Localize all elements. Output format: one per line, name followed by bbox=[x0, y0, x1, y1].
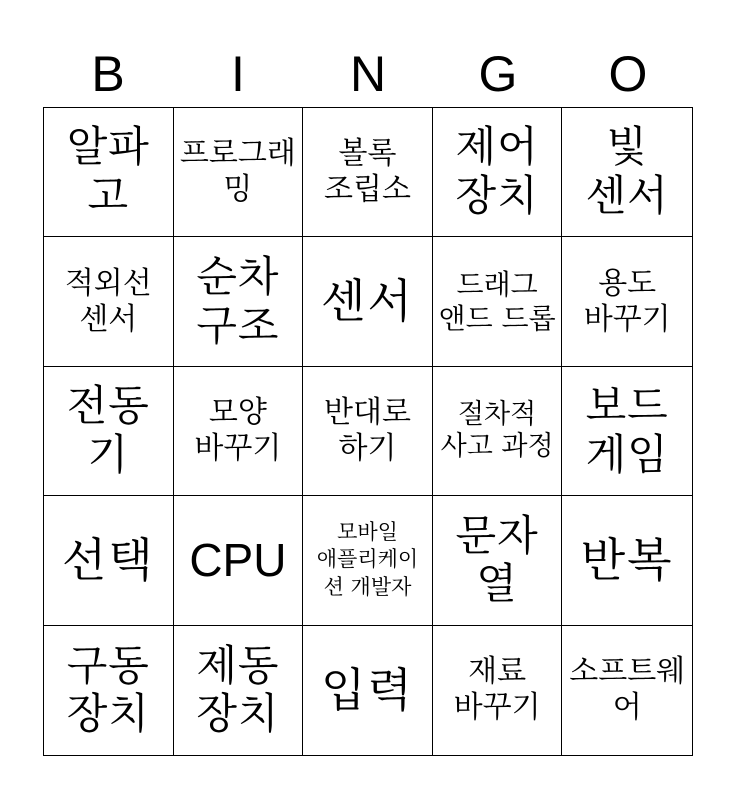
header-letter-o: O bbox=[608, 46, 648, 102]
cell-label: 드래그 앤드 드롭 bbox=[438, 268, 556, 335]
bingo-header bbox=[43, 44, 693, 104]
cell-label: 소프트웨어 bbox=[569, 654, 686, 726]
bingo-cell-r4c5[interactable] bbox=[562, 496, 692, 625]
bingo-cell-r5c4[interactable] bbox=[433, 626, 563, 755]
bingo-board bbox=[43, 107, 693, 756]
bingo-cell-r1c5[interactable] bbox=[562, 108, 692, 237]
cell-label: 반복 bbox=[580, 532, 674, 587]
bingo-cell-r1c3[interactable] bbox=[303, 108, 433, 237]
bingo-cell-r1c1[interactable] bbox=[44, 108, 174, 237]
bingo-cell-r2c5[interactable] bbox=[562, 237, 692, 366]
cell-label: 전동기 bbox=[66, 381, 150, 479]
header-letter-n: N bbox=[349, 46, 387, 102]
cell-label: 순차 구조 bbox=[196, 251, 280, 350]
bingo-cell-r1c2[interactable] bbox=[174, 108, 304, 237]
bingo-cell-r1c4[interactable] bbox=[433, 108, 563, 237]
cell-label: 제어 장치 bbox=[455, 122, 539, 221]
bingo-cell-r5c1[interactable] bbox=[44, 626, 174, 755]
cell-label: 센서 bbox=[321, 273, 414, 328]
bingo-cell-r2c2[interactable] bbox=[174, 237, 304, 366]
cell-label: 반대로 하기 bbox=[324, 394, 411, 466]
cell-label: 볼록 조립소 bbox=[324, 136, 411, 208]
cell-label: 알파고 bbox=[66, 122, 150, 221]
bingo-cell-r4c4[interactable] bbox=[433, 496, 563, 625]
cell-label: 구동 장치 bbox=[66, 640, 150, 739]
cell-label: 모바일 애플리케이션 개발자 bbox=[316, 519, 419, 600]
bingo-cell-r5c5[interactable] bbox=[562, 626, 692, 755]
cell-label: 재료 바꾸기 bbox=[453, 654, 541, 726]
cell-label: 빛 센서 bbox=[585, 122, 669, 221]
header-letter-g: G bbox=[478, 46, 518, 102]
bingo-cell-r3c1[interactable] bbox=[44, 367, 174, 496]
cell-label: 적외선 센서 bbox=[64, 265, 152, 337]
cell-label: CPU bbox=[189, 534, 287, 587]
bingo-cell-r5c2[interactable] bbox=[174, 626, 304, 755]
bingo-cell-r3c3[interactable] bbox=[303, 367, 433, 496]
cell-label: 프로그래밍 bbox=[179, 136, 296, 208]
cell-label: 선택 bbox=[61, 532, 155, 587]
cell-label: 모양 바꾸기 bbox=[194, 394, 282, 466]
bingo-cell-r4c3[interactable] bbox=[303, 496, 433, 625]
header-letter-b: B bbox=[91, 46, 125, 102]
cell-label: 보드 게임 bbox=[585, 381, 669, 479]
bingo-cell-r3c4[interactable] bbox=[433, 367, 563, 496]
bingo-cell-r2c4[interactable] bbox=[433, 237, 563, 366]
header-letter-i: I bbox=[231, 46, 245, 102]
bingo-cell-r5c3[interactable] bbox=[303, 626, 433, 755]
cell-label: 제동 장치 bbox=[196, 640, 280, 739]
bingo-cell-r2c1[interactable] bbox=[44, 237, 174, 366]
cell-label: 입력 bbox=[321, 662, 414, 717]
cell-label: 문자열 bbox=[455, 510, 539, 609]
bingo-cell-r3c2[interactable] bbox=[174, 367, 304, 496]
cell-label: 절차적 사고 과정 bbox=[440, 398, 554, 462]
cell-label: 용도 바꾸기 bbox=[583, 265, 671, 337]
bingo-cell-r2c3[interactable] bbox=[303, 237, 433, 366]
bingo-cell-r4c2[interactable] bbox=[174, 496, 304, 625]
bingo-cell-r3c5[interactable] bbox=[562, 367, 692, 496]
bingo-cell-r4c1[interactable] bbox=[44, 496, 174, 625]
